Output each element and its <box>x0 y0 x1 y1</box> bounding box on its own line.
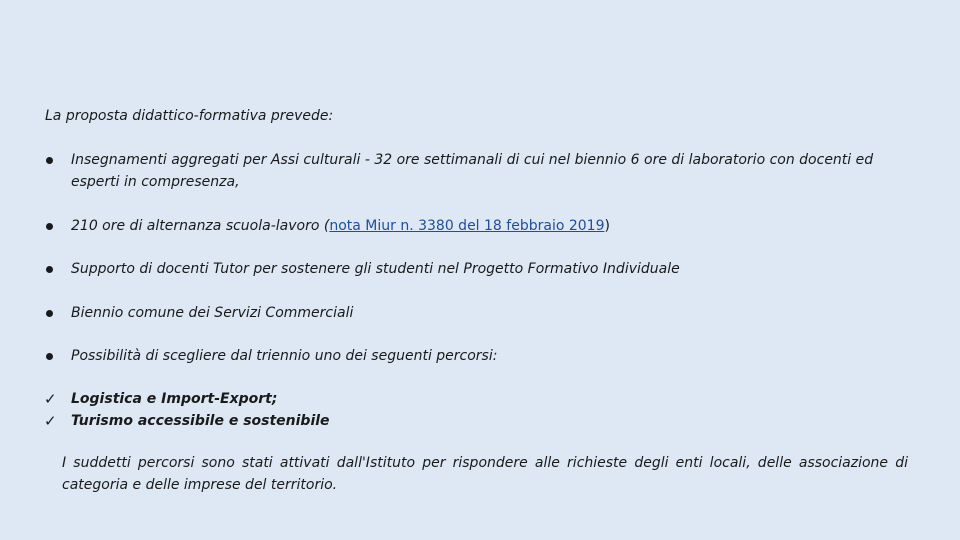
path-item-logistica <box>44 388 277 410</box>
path-item-turismo <box>44 410 330 432</box>
bullet-text: Insegnamenti aggregati per Assi culturali - 32 ore settimanali di cui nel biennio 6 ore di laboratorio con docenti ed esperti in compresenza, <box>71 152 874 190</box>
bullet-dot-icon <box>46 353 53 360</box>
nota-miur-link[interactable]: nota Miur n. 3380 del 18 febbraio 2019 <box>329 218 605 234</box>
bullet-text: Possibilità di scegliere dal triennio uno dei seguenti percorsi: <box>71 348 498 364</box>
bullet-item-alternanza <box>44 215 924 237</box>
path-label: Turismo accessibile e sostenibile <box>71 413 330 429</box>
bullet-item-biennio <box>44 302 924 324</box>
closing-note: I suddetti percorsi sono stati attivati dall'Istituto per rispondere alle richieste degli enti locali, delle associazione di categoria e delle imprese del territorio. <box>62 455 908 493</box>
intro-text: La proposta didattico-formativa prevede: <box>45 108 334 124</box>
path-label: Logistica e Import-Export; <box>71 391 278 407</box>
bullet-text-after: ) <box>604 218 610 234</box>
bullet-text: Supporto di docenti Tutor per sostenere gli studenti nel Progetto Formativo Individuale <box>71 261 680 277</box>
checkmark-icon: ✓ <box>44 412 57 430</box>
bullet-text <box>71 215 916 237</box>
bullet-text: Biennio comune dei Servizi Commerciali <box>71 305 354 321</box>
bullet-item-supporto-tutor <box>44 258 924 280</box>
bullet-item-insegnamenti <box>44 149 924 193</box>
bullet-dot-icon <box>46 223 53 230</box>
checkmark-icon: ✓ <box>44 390 57 408</box>
bullet-dot-icon <box>46 266 53 273</box>
bullet-text-before: 210 ore di alternanza scuola-lavoro ( <box>71 218 330 234</box>
bullet-item-percorsi <box>44 345 924 367</box>
bullet-dot-icon <box>46 157 53 164</box>
bullet-dot-icon <box>46 310 53 317</box>
